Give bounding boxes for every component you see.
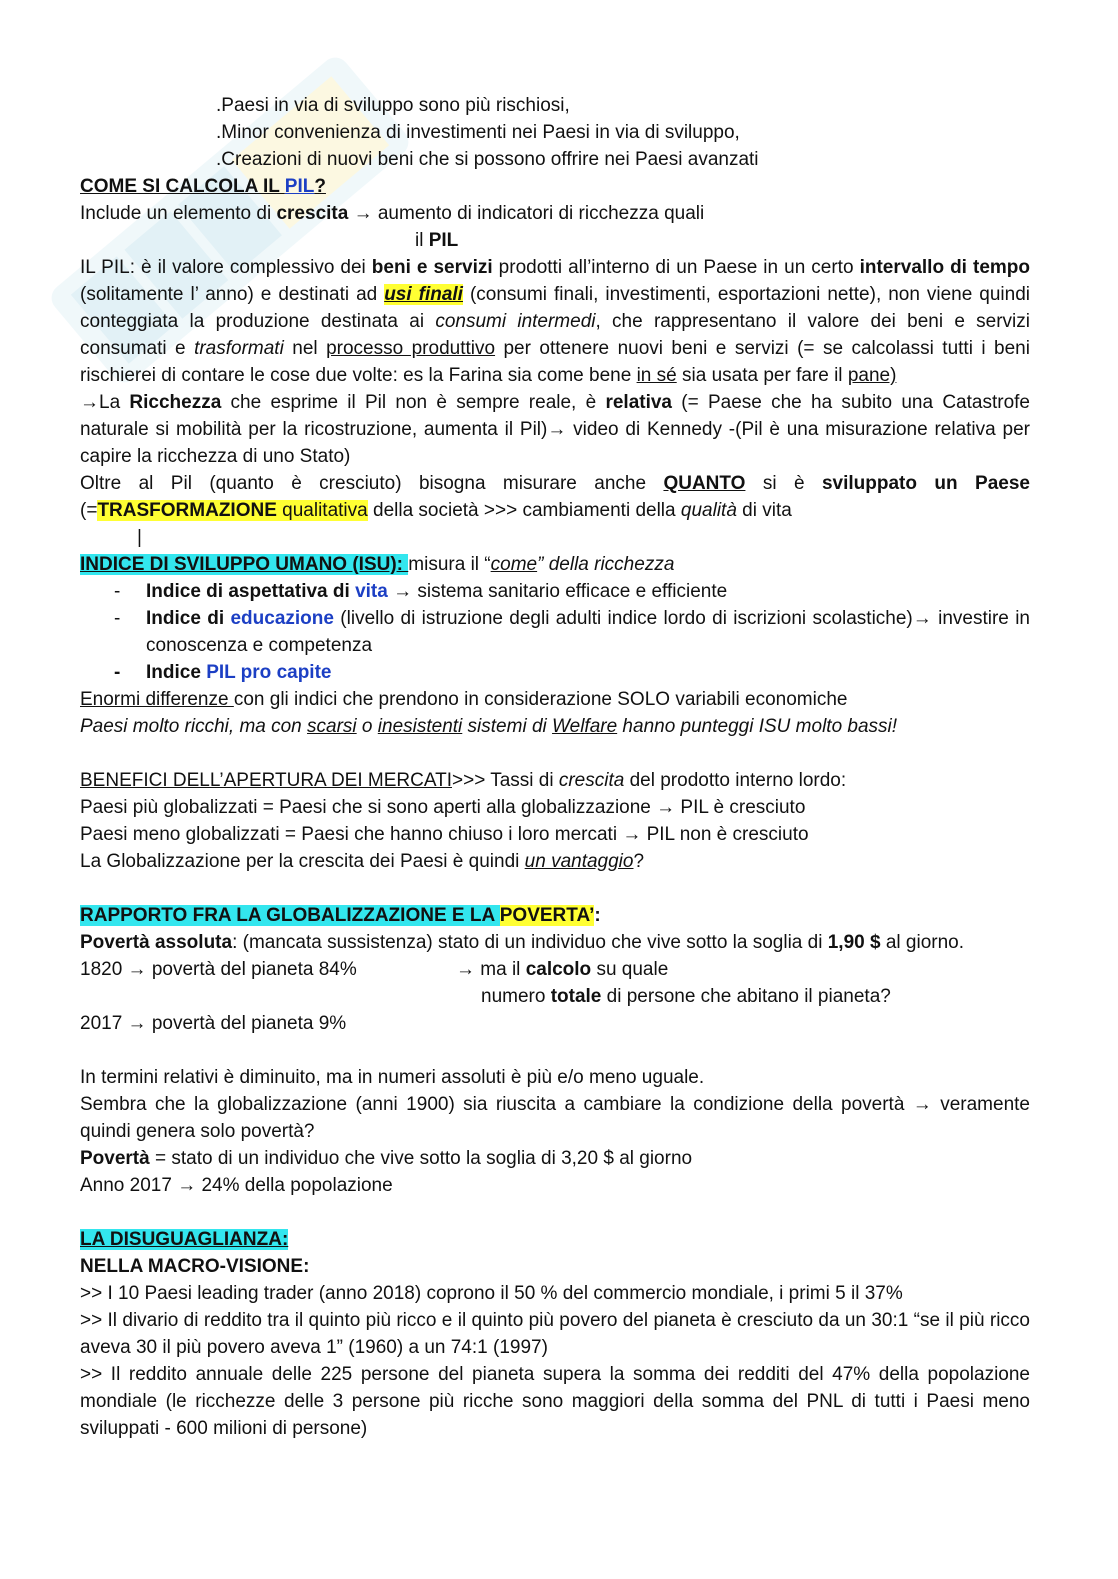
- wealth-paragraph: →La Ricchezza che esprime il Pil non è sempre reale, è relativa (= Paese che ha subito una Catastrofe naturale si mobilità per la ricostruzione, aumenta il Pil)→ video di Kennedy -(Pil è una misurazione relativa per capire la ricchezza di uno Stato): [80, 392, 1030, 467]
- inequality-heading: LA DISUGUAGLIANZA:: [80, 1229, 289, 1250]
- document-page: [80, 92, 1030, 1442]
- markets-question: La Globalizzazione per la crescita dei Paesi è quindi un vantaggio?: [80, 851, 645, 872]
- poverty-heading: RAPPORTO FRA LA GLOBALIZZAZIONE E LA POVERTA’:: [80, 905, 601, 926]
- macro-heading: NELLA MACRO-VISIONE:: [80, 1256, 310, 1277]
- poverty-2017: 2017 → povertà del pianeta 9%: [80, 1013, 347, 1034]
- markets-line: Paesi più globalizzati = Paesi che si sono aperti alla globalizzazione → PIL è cresciuto: [80, 797, 806, 818]
- population-line: Anno 2017 → 24% della popolazione: [80, 1175, 393, 1196]
- poverty-row: 1820 → povertà del pianeta 84% → ma il calcolo su quale: [80, 959, 669, 980]
- pil-heading: COME SI CALCOLA IL PIL?: [80, 176, 326, 197]
- list-item: .Paesi in via di sviluppo sono più rischiosi,: [216, 95, 570, 116]
- markets-heading: BENEFICI DELL’APERTURA DEI MERCATI>>> Tassi di crescita del prodotto interno lordo:: [80, 770, 847, 791]
- markets-line: Paesi meno globalizzati = Paesi che hanno chiuso i loro mercati → PIL non è cresciuto: [80, 824, 809, 845]
- inequality-point: >> Il reddito annuale delle 225 persone del pianeta supera la somma dei redditi del 47% della popolazione mondiale (le ricchezze delle 3 persone più ricche sono maggiori della somma del PNL di tutti i Paesi meno sviluppati - 600 milioni di persone): [80, 1364, 1030, 1439]
- welfare-line: Paesi molto ricchi, ma con scarsi o inesistenti sistemi di Welfare hanno punteggi ISU molto bassi!: [80, 716, 898, 737]
- pil-line: il PIL: [415, 230, 459, 251]
- absolute-poverty: Povertà assoluta: (mancata sussistenza) stato di un individuo che vive sotto la soglia di 1,90 $ al giorno.: [80, 932, 965, 953]
- list-item: .Minor convenienza di investimenti nei Paesi in via di sviluppo,: [216, 122, 740, 143]
- poverty-definition: Povertà = stato di un individuo che vive sotto la soglia di 3,20 $ al giorno: [80, 1148, 693, 1169]
- development-paragraph: Oltre al Pil (quanto è cresciuto) bisogna misurare anche QUANTO si è sviluppato un Paese (=TRASFORMAZIONE qualitativa della società >>> cambiamenti della qualità di vita: [80, 473, 1030, 521]
- inequality-point: >> I 10 Paesi leading trader (anno 2018) coprono il 50 % del commercio mondiale, i primi 5 il 37%: [80, 1283, 903, 1304]
- growth-line: Include un elemento di crescita → aumento di indicatori di ricchezza quali: [80, 203, 705, 224]
- relative-line: In termini relativi è diminuito, ma in numeri assoluti è più e/o meno uguale.: [80, 1067, 705, 1088]
- poverty-row: numero totale di persone che abitano il pianeta?: [481, 986, 891, 1007]
- differences-line: Enormi differenze con gli indici che prendono in considerazione SOLO variabili economiche: [80, 689, 848, 710]
- inequality-point: >> Il divario di reddito tra il quinto più ricco e il quinto più povero del pianeta è cresciuto da un 30:1 “se il più ricco aveva 30 il più povero aveva 1” (1960) a un 74:1 (1997): [80, 1310, 1030, 1358]
- list-item: - Indice di aspettativa di vita → sistema sanitario efficace e efficiente: [114, 581, 728, 602]
- isu-heading: INDICE DI SVILUPPO UMANO (ISU): misura il “come” della ricchezza: [80, 554, 675, 575]
- pil-definition: IL PIL: è il valore complessivo dei beni e servizi prodotti all’interno di un Paese in un certo intervallo di tempo (solitamente l’ anno) e destinati ad usi finali (consumi finali, investimenti, esportazioni nette), non viene quindi conteggiata la produzione destinata ai consumi intermedi, che rappresentano il valore dei beni e servizi consumati e trasformati nel processo produttivo per ottenere nuovi beni e servizi (= se calcolassi tutti i beni rischierei di contare le cose due volte: es la Farina sia come bene in sé sia usata per fare il pane): [80, 257, 1030, 386]
- pipe-marker: |: [137, 527, 142, 548]
- isu-list: [80, 578, 1030, 686]
- list-item: .Creazioni di nuovi beni che si possono offrire nei Paesi avanzati: [216, 149, 759, 170]
- globalization-paragraph: Sembra che la globalizzazione (anni 1900) sia riuscita a cambiare la condizione della povertà → veramente quindi genera solo povertà?: [80, 1094, 1030, 1142]
- list-item: - Indice PIL pro capite: [114, 662, 332, 683]
- list-item: - Indice di educazione (livello di istruzione degli adulti indice lordo di iscrizioni scolastiche)→ investire in conoscenza e competenza: [114, 608, 1030, 656]
